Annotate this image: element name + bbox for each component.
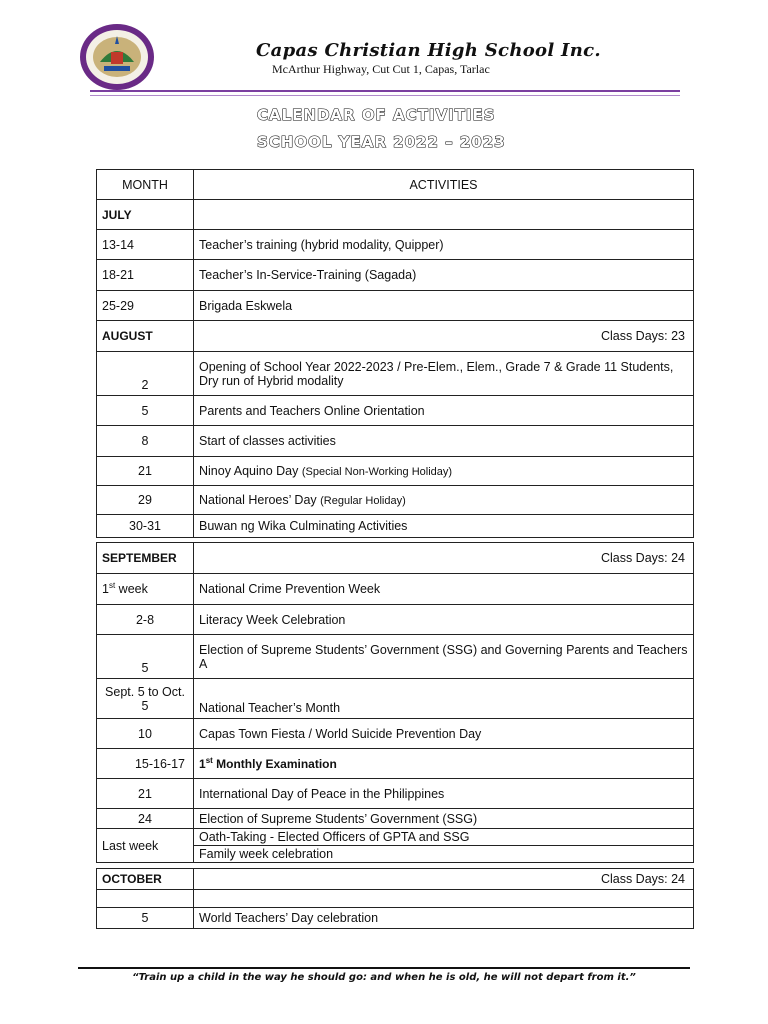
activity-date: 5 [97, 396, 194, 426]
activity-text: National Heroes’ Day [199, 493, 317, 507]
activity-text: International Day of Peace in the Philippines [194, 779, 694, 809]
exam-number: 1 [199, 757, 206, 771]
table-row [97, 809, 694, 829]
activity-date: 5 [97, 908, 194, 929]
activity-text [194, 749, 694, 779]
table-row [97, 426, 694, 457]
month-label: SEPTEMBER [97, 543, 194, 574]
activity-text: Opening of School Year 2022-2023 / Pre-Elem., Elem., Grade 7 & Grade 11 Students, Dry run of Hybrid modality [194, 352, 694, 396]
table-row [97, 605, 694, 635]
date-suffix: week [115, 582, 148, 597]
activity-date: 21 [97, 457, 194, 486]
table-row [97, 352, 694, 396]
activity-date: 29 [97, 486, 194, 515]
month-row-august [97, 321, 694, 352]
activity-text: Parents and Teachers Online Orientation [194, 396, 694, 426]
footer-quote: “Train up a child in the way he should go: and when he is old, he will not depart from it.” [132, 972, 636, 983]
activity-date: 15-16-17 [97, 749, 194, 779]
activity-text [194, 890, 694, 908]
activity-text: Buwan ng Wika Culminating Activities [194, 515, 694, 538]
table-header-row [97, 170, 694, 200]
school-seal-logo [78, 22, 156, 92]
activity-date [97, 574, 194, 605]
table-row [97, 890, 694, 908]
activity-date: 25-29 [97, 291, 194, 321]
table-row [97, 574, 694, 605]
month-column-header: MONTH [97, 170, 194, 200]
class-days: Class Days: 23 [194, 321, 694, 352]
school-year-title: SCHOOL YEAR 2022 – 2023 [257, 133, 506, 151]
month-row-july [97, 200, 694, 230]
table-row [97, 291, 694, 321]
activity-text: Election of Supreme Students’ Government (SSG) and Governing Parents and Teachers A [194, 635, 694, 679]
activity-date: 21 [97, 779, 194, 809]
table-row [97, 908, 694, 929]
activity-text: Literacy Week Celebration [194, 605, 694, 635]
activity-text: Start of classes activities [194, 426, 694, 457]
activity-date: 2 [97, 352, 194, 396]
activity-text: Election of Supreme Students’ Government (SSG) [194, 809, 694, 829]
activity-text: National Teacher’s Month [194, 679, 694, 719]
calendar-table-september [96, 542, 694, 863]
month-row-september [97, 543, 694, 574]
table-row [97, 396, 694, 426]
school-name: Capas Christian High School Inc. [256, 40, 601, 61]
activity-date [97, 890, 194, 908]
activity-date: 10 [97, 719, 194, 749]
table-row [97, 749, 694, 779]
table-row [97, 779, 694, 809]
table-row [97, 679, 694, 719]
activity-date: 2-8 [97, 605, 194, 635]
activities-column-header: ACTIVITIES [194, 170, 694, 200]
activity-date: 13-14 [97, 230, 194, 260]
activity-date: 24 [97, 809, 194, 829]
month-row-october [97, 869, 694, 890]
table-row [97, 719, 694, 749]
exam-ordinal: st [205, 756, 213, 765]
school-address: McArthur Highway, Cut Cut 1, Capas, Tarlac [272, 62, 490, 76]
activity-date: 8 [97, 426, 194, 457]
table-row [97, 515, 694, 538]
exam-label: Monthly Examination [212, 757, 337, 771]
table-row [97, 486, 694, 515]
activity-text: Teacher’s In-Service-Training (Sagada) [194, 260, 694, 291]
activity-date: Sept. 5 to Oct. 5 [97, 679, 194, 719]
activity-text: Ninoy Aquino Day [199, 464, 299, 478]
calendar-table-october [96, 868, 694, 929]
activity-date: Last week [97, 829, 194, 863]
date-number: 1 [102, 582, 109, 597]
table-row [97, 260, 694, 291]
activity-cell [194, 457, 694, 486]
month-label: AUGUST [97, 321, 194, 352]
class-days: Class Days: 24 [194, 869, 694, 890]
activity-date: 5 [97, 635, 194, 679]
calendar-table-july-august [96, 169, 694, 538]
month-label: JULY [97, 200, 194, 230]
table-row [97, 457, 694, 486]
table-row [97, 230, 694, 260]
holiday-note: (Regular Holiday) [320, 495, 406, 507]
activity-text: Oath-Taking - Elected Officers of GPTA and SSG [194, 829, 694, 846]
activity-text: National Crime Prevention Week [194, 574, 694, 605]
date-ordinal: st [108, 581, 116, 591]
table-row [97, 635, 694, 679]
activity-text: Capas Town Fiesta / World Suicide Prevention Day [194, 719, 694, 749]
activity-text: Teacher’s training (hybrid modality, Quipper) [194, 230, 694, 260]
table-row [97, 829, 694, 846]
holiday-note: (Special Non-Working Holiday) [301, 466, 453, 478]
calendar-title: CALENDAR OF ACTIVITIES [257, 106, 496, 124]
month-summary [194, 200, 694, 230]
activity-text: Family week celebration [194, 846, 694, 863]
class-days: Class Days: 24 [194, 543, 694, 574]
activity-date: 18-21 [97, 260, 194, 291]
activity-cell [194, 486, 694, 515]
activity-text: Brigada Eskwela [194, 291, 694, 321]
activity-text: World Teachers’ Day celebration [194, 908, 694, 929]
footer-divider [78, 967, 690, 969]
month-label: OCTOBER [97, 869, 194, 890]
header-divider [90, 90, 680, 96]
activity-date: 30-31 [97, 515, 194, 538]
